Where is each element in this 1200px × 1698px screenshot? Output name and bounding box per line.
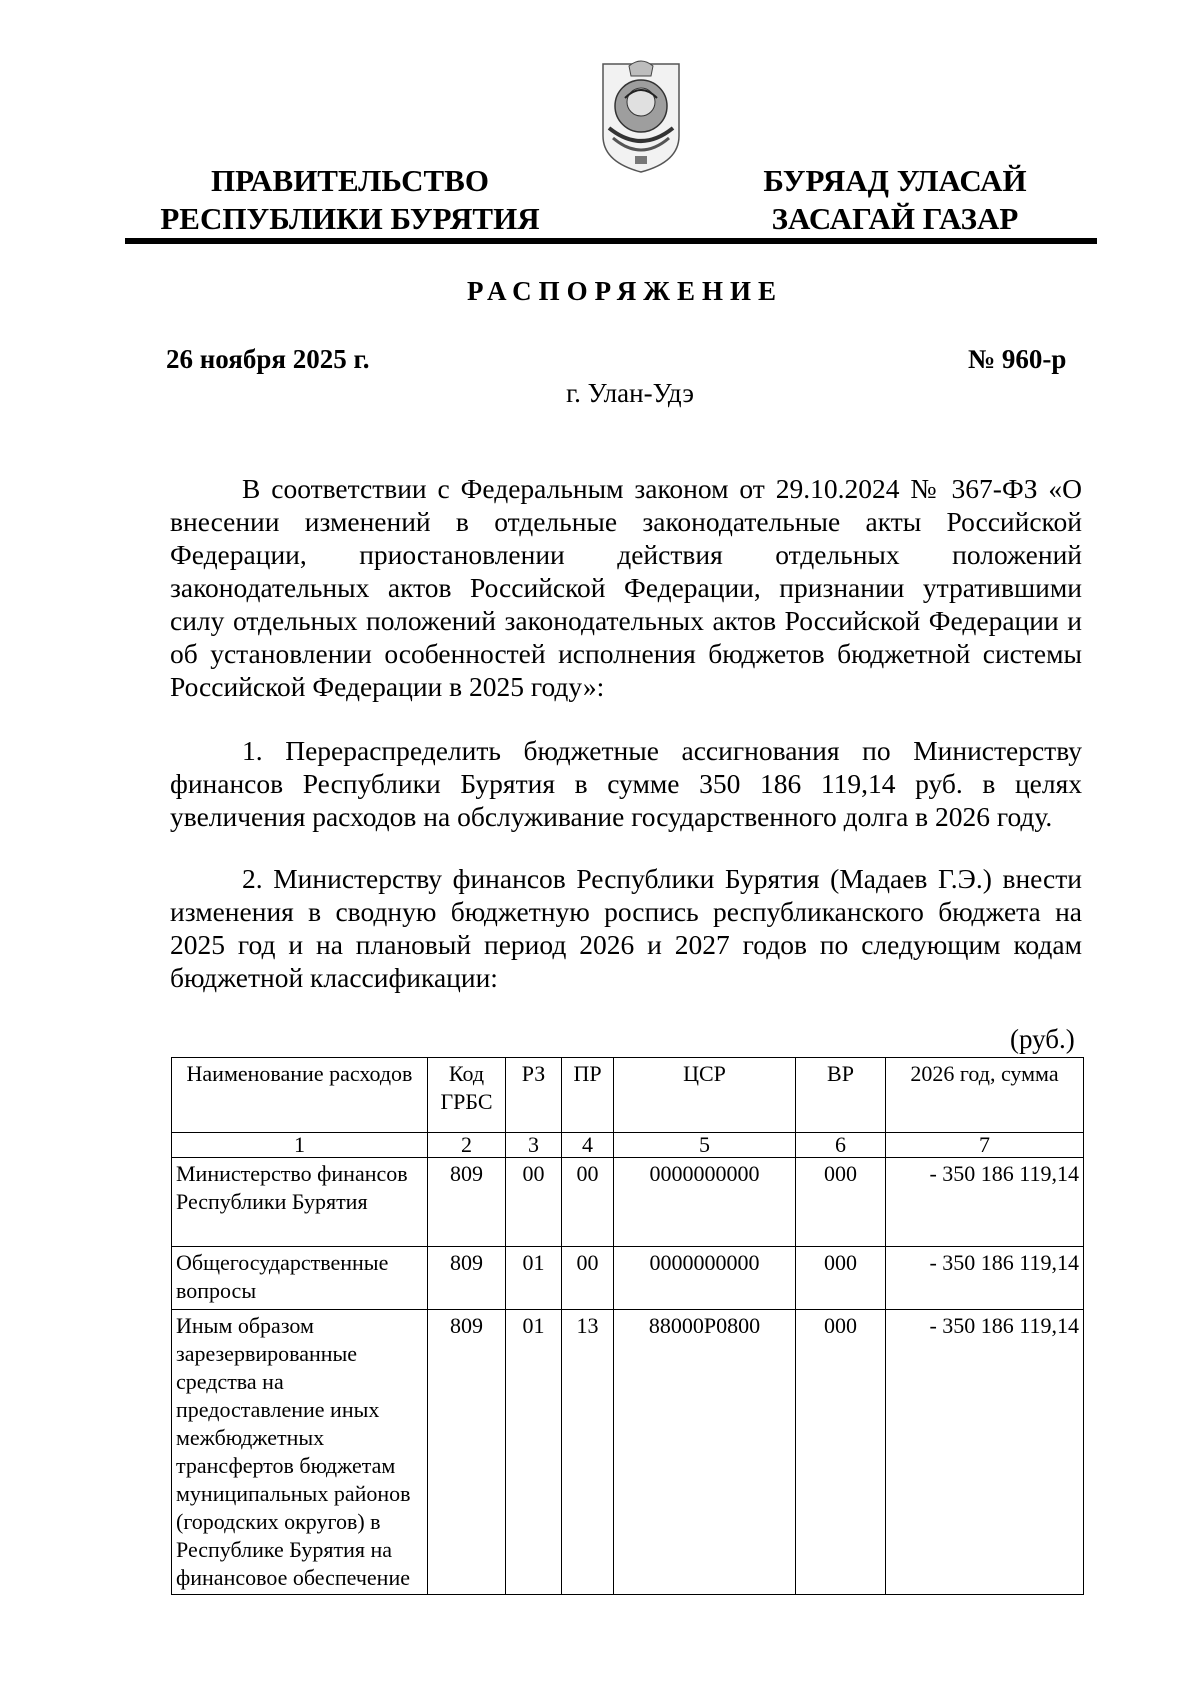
- table-header-row: [172, 1058, 1084, 1133]
- budget-classification-table: [171, 1057, 1084, 1595]
- column-number: 2: [428, 1133, 506, 1158]
- header-right-line-2: ЗАСАГАЙ ГАЗАР: [771, 201, 1019, 236]
- row-grbs: 809: [428, 1310, 506, 1595]
- table-row: [172, 1310, 1084, 1595]
- row-csr: 88000P0800: [614, 1310, 796, 1595]
- table-row: [172, 1158, 1084, 1247]
- row-pr: 00: [562, 1247, 614, 1310]
- column-header-sum: 2026 год, сумма: [886, 1058, 1084, 1133]
- row-grbs: 809: [428, 1247, 506, 1310]
- column-number: 3: [506, 1133, 562, 1158]
- column-header-pr: ПР: [562, 1058, 614, 1133]
- table-row: [172, 1247, 1084, 1310]
- column-number: 7: [886, 1133, 1084, 1158]
- row-csr: 0000000000: [614, 1247, 796, 1310]
- row-name: Иным образом зарезервированные средства на предоставление иных межбюджетных трансфертов бюджетам муниципальных районов (городских округов) в Республике Бурятия на финансовое обеспечение: [172, 1310, 428, 1595]
- row-rz: 01: [506, 1310, 562, 1595]
- row-pr: 00: [562, 1158, 614, 1247]
- column-header-vr: ВР: [796, 1058, 886, 1133]
- header-right-line-1: БУРЯАД УЛАСАЙ: [763, 163, 1027, 198]
- column-header-grbs: Код ГРБС: [428, 1058, 506, 1133]
- header-divider: [125, 238, 1097, 244]
- row-sum: - 350 186 119,14: [886, 1247, 1084, 1310]
- row-name: Министерство финансов Республики Бурятия: [172, 1158, 428, 1247]
- row-rz: 01: [506, 1247, 562, 1310]
- row-vr: 000: [796, 1310, 886, 1595]
- table-column-numbers-row: [172, 1133, 1084, 1158]
- row-sum: - 350 186 119,14: [886, 1158, 1084, 1247]
- row-pr: 13: [562, 1310, 614, 1595]
- document-city: г. Улан-Удэ: [566, 378, 694, 408]
- column-number: 5: [614, 1133, 796, 1158]
- item-1-paragraph: 1. Перераспределить бюджетные ассигнования по Министерству финансов Республики Бурятия в сумме 350 186 119,14 руб. в целях увеличения расходов на обслуживание государственного долга в 2026 году.: [170, 735, 1082, 832]
- row-vr: 000: [796, 1158, 886, 1247]
- column-number: 4: [562, 1133, 614, 1158]
- table-unit-label: (руб.): [1010, 1024, 1075, 1054]
- row-csr: 0000000000: [614, 1158, 796, 1247]
- column-number: 6: [796, 1133, 886, 1158]
- item-2-paragraph: 2. Министерству финансов Республики Бурятия (Мадаев Г.Э.) внести изменения в сводную бюджетную роспись республиканского бюджета на 2025 год и на плановый период 2026 и 2027 годов по следующим кодам бюджетной классификации:: [170, 863, 1082, 993]
- row-name: Общегосударственные вопросы: [172, 1247, 428, 1310]
- header-government-bua: [745, 162, 1045, 238]
- preamble-paragraph: В соответствии с Федеральным законом от 29.10.2024 № 367-ФЗ «О внесении изменений в отдельные законодательные акты Российской Федерации, приостановлении действия отдельных положений законодательных актов Российской Федерации, признании утратившими силу отдельных положений законодательных актов Российской Федерации и об установлении особенностей исполнения бюджетов бюджетной системы Российской Федерации в 2025 году»:: [170, 473, 1082, 702]
- column-header-csr: ЦСР: [614, 1058, 796, 1133]
- document-type-title: РАСПОРЯЖЕНИЕ: [466, 276, 784, 306]
- document-number: № 960-р: [968, 344, 1067, 374]
- row-sum: - 350 186 119,14: [886, 1310, 1084, 1595]
- header-left-line-2: РЕСПУБЛИКИ БУРЯТИЯ: [160, 201, 540, 236]
- column-number: 1: [172, 1133, 428, 1158]
- column-header-name: Наименование расходов: [172, 1058, 428, 1133]
- document-date: 26 ноября 2025 г.: [166, 344, 370, 374]
- row-grbs: 809: [428, 1158, 506, 1247]
- header-government-ru: [150, 162, 550, 238]
- column-header-rz: РЗ: [506, 1058, 562, 1133]
- row-rz: 00: [506, 1158, 562, 1247]
- coat-of-arms-emblem: [595, 58, 687, 176]
- header-left-line-1: ПРАВИТЕЛЬСТВО: [211, 163, 489, 198]
- row-vr: 000: [796, 1247, 886, 1310]
